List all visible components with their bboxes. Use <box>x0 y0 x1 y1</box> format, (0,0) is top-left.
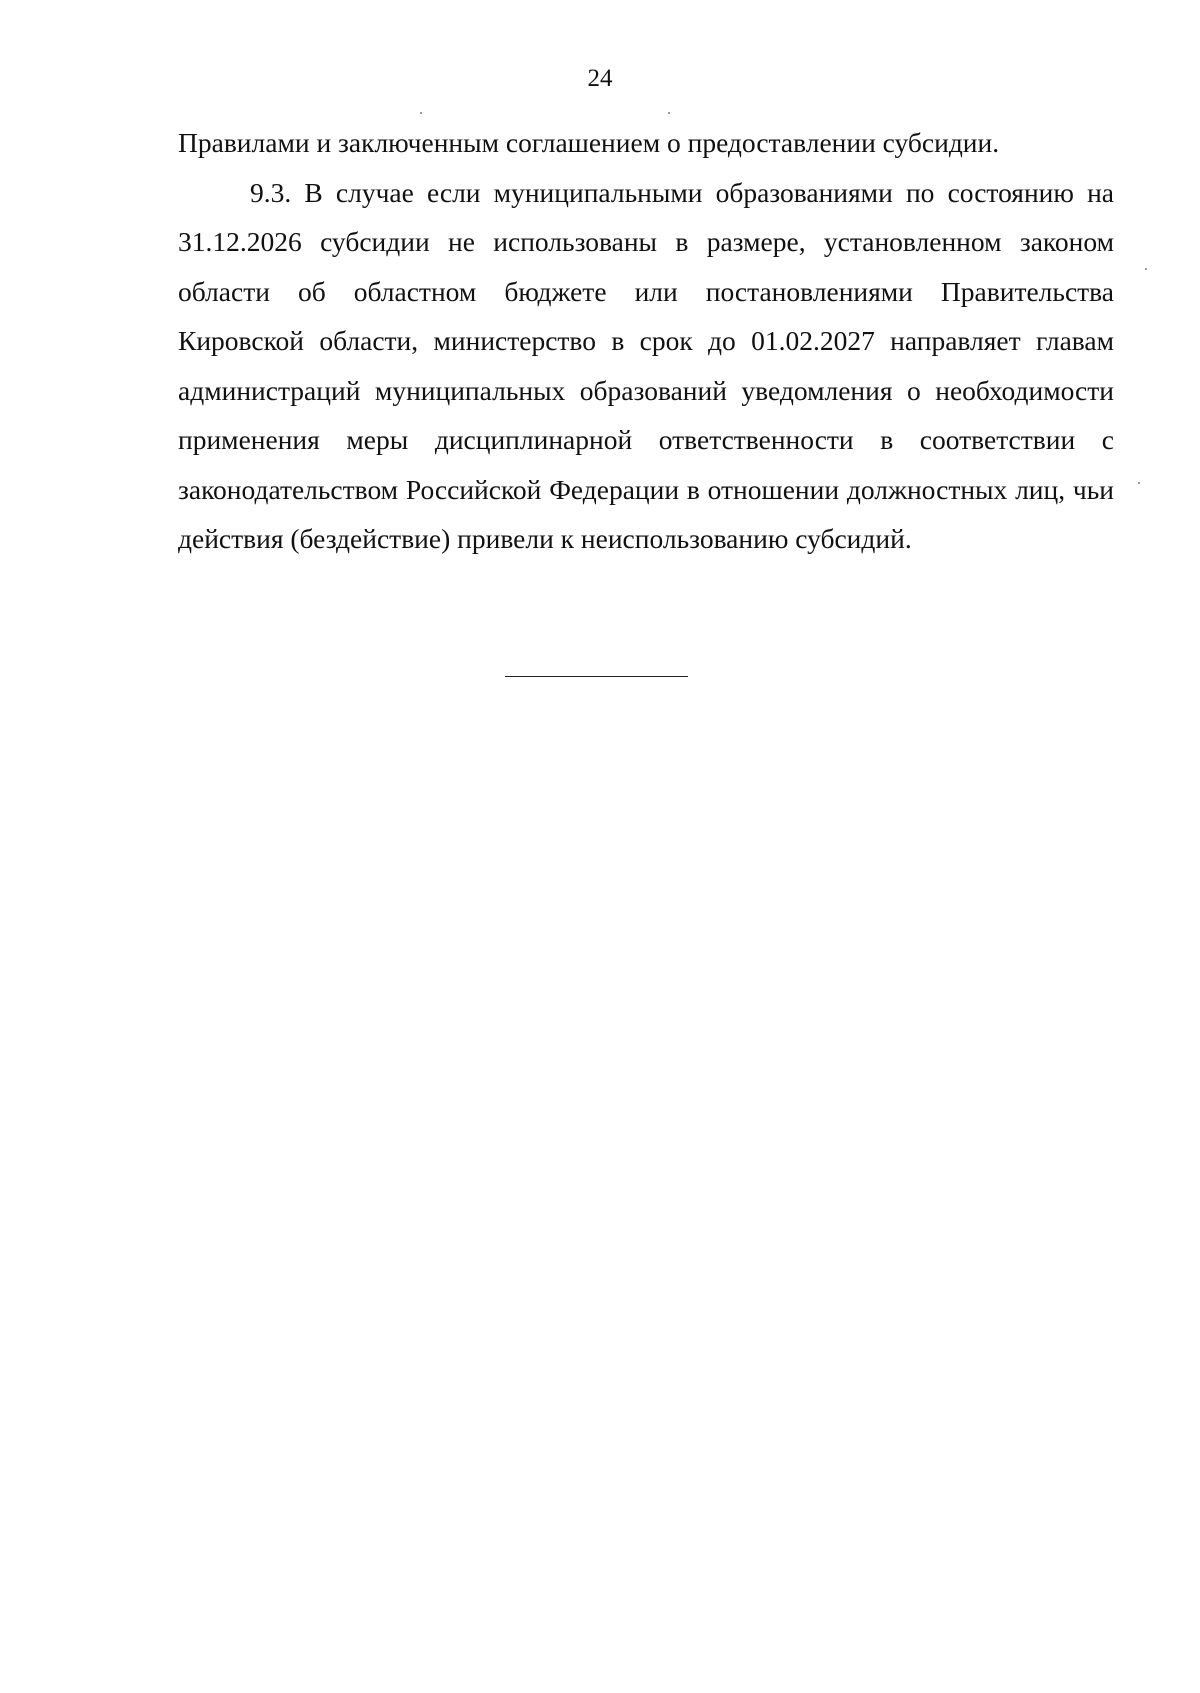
scan-speck <box>1138 482 1140 484</box>
paragraph-9-3: 9.3. В случае если муниципальными образованиями по состоянию на 31.12.2026 субсидии не использованы в размере, установленном законом области об областном бюджете или постановлениями Правительства Кировской области, министерство в срок до 01.02.2027 направляет главам администраций муниципальных образований уведомления о необходимости применения меры дисциплинарной ответственности в соответствии с законодательством Российской Федерации в отношении должностных лиц, чьи действия (бездействие) привели к неиспользованию субсидий. <box>178 176 1114 554</box>
end-of-text-rule <box>505 676 688 677</box>
scan-speck <box>1145 268 1147 270</box>
paragraph-continuation: Правилами и заключенным соглашением о предоставлении субсидии. <box>178 127 1000 158</box>
page-number: 24 <box>587 65 613 92</box>
scan-speck <box>668 112 670 114</box>
document-body <box>178 118 1114 564</box>
scan-speck <box>420 112 422 114</box>
